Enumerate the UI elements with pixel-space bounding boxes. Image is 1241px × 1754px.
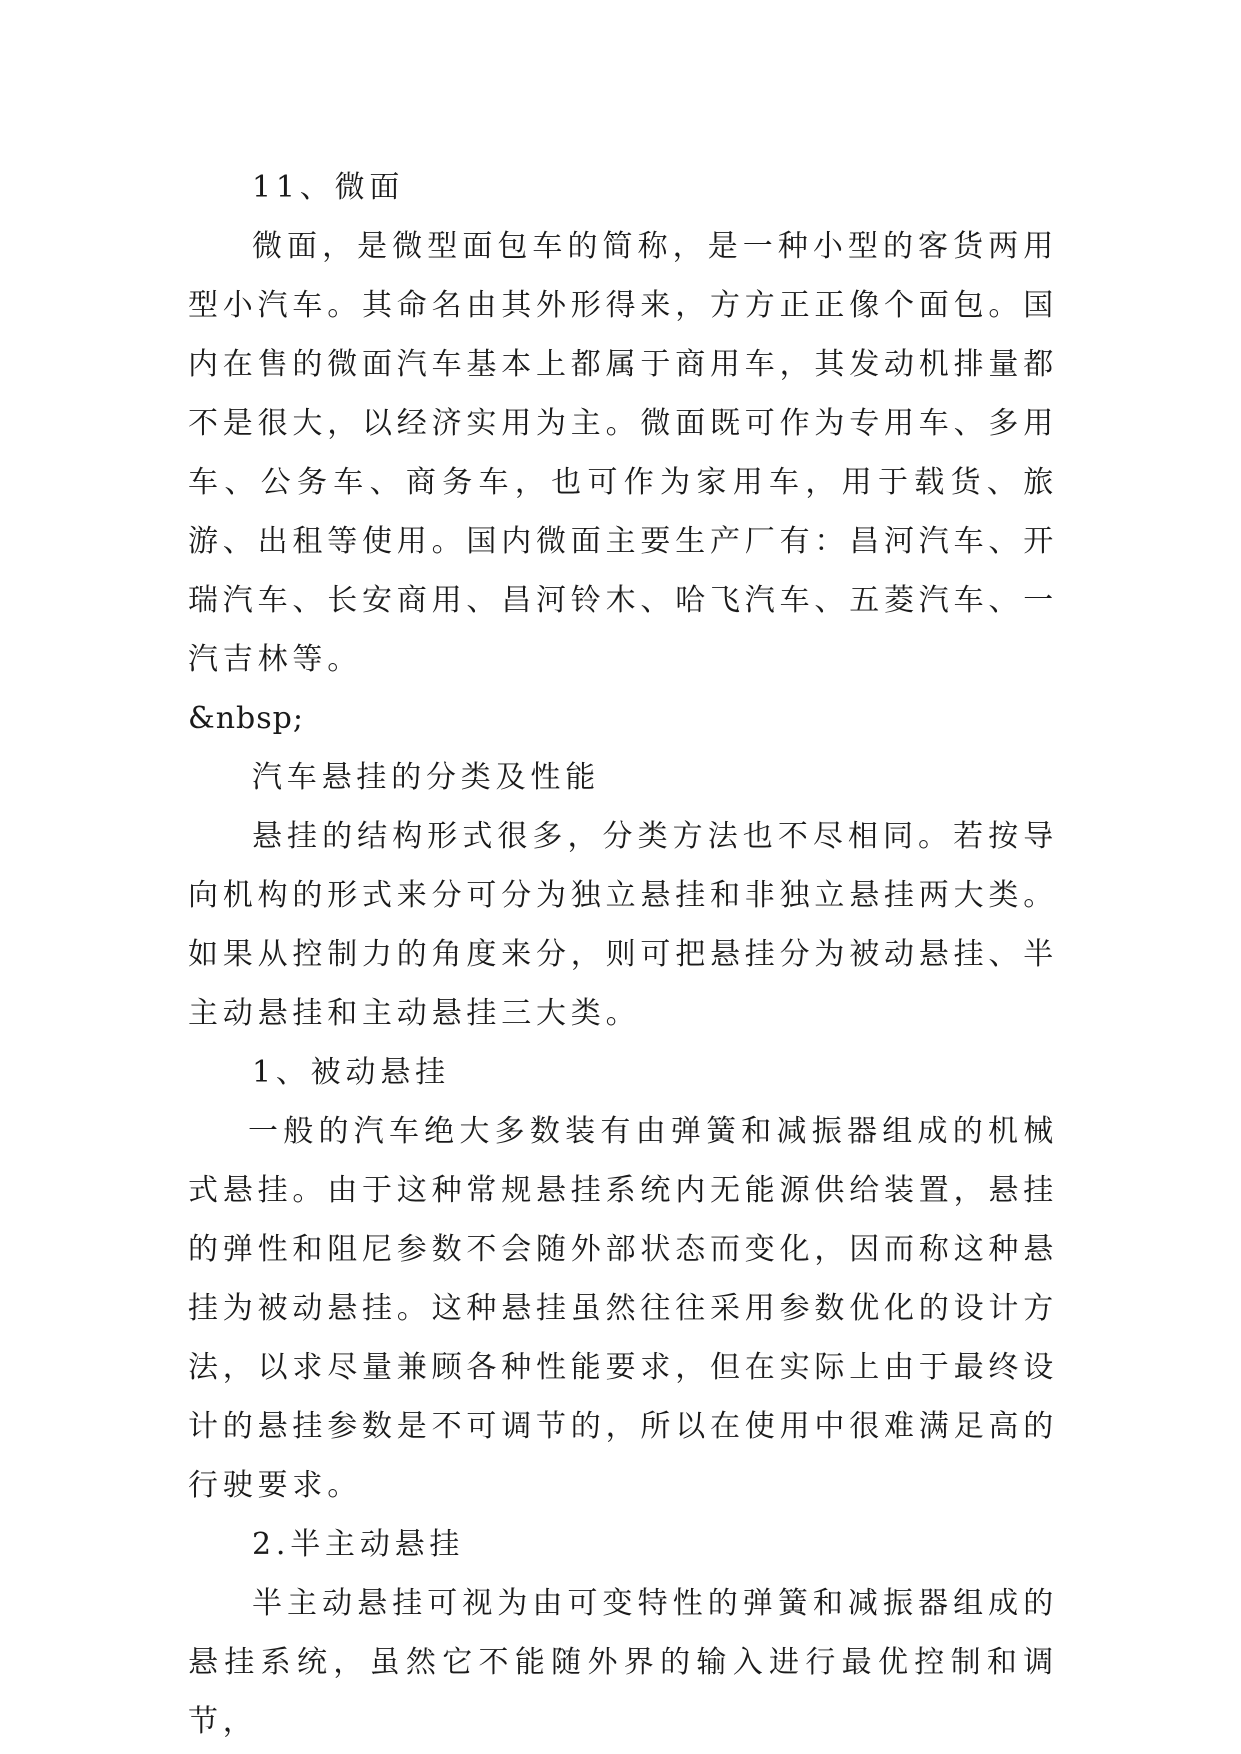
- paragraph-weimian: 微面，是微型面包车的简称，是一种小型的客货两用型小汽车。其命名由其外形得来，方方正正像个面包。国内在售的微面汽车基本上都属于商用车，其发动机排量都不是很大，以经济实用为主。微面既可作为专用车、多用车、公务车、商务车，也可作为家用车，用于载货、旅游、出租等使用。国内微面主要生产厂有：昌河汽车、开瑞汽车、长安商用、昌河铃木、哈飞汽车、五菱汽车、一汽吉林等。: [188, 229, 1058, 677]
- document-body: [188, 158, 1058, 1751]
- subheading-semi-active-suspension: 2.半主动悬挂: [252, 1527, 465, 1562]
- paragraph-semi-active-suspension: 半主动悬挂可视为由可变特性的弹簧和减振器组成的悬挂系统，虽然它不能随外界的输入进行最优控制和调节，: [188, 1586, 1058, 1739]
- subheading-passive-suspension: 1、被动悬挂: [252, 1055, 450, 1090]
- paragraph-suspension-intro: 悬挂的结构形式很多，分类方法也不尽相同。若按导向机构的形式来分可分为独立悬挂和非独立悬挂两大类。如果从控制力的角度来分，则可把悬挂分为被动悬挂、半主动悬挂和主动悬挂三大类。: [188, 819, 1058, 1031]
- section-title-suspension: 汽车悬挂的分类及性能: [252, 760, 600, 795]
- section-heading-weimian: 11、微面: [252, 170, 405, 205]
- paragraph-passive-suspension: 一般的汽车绝大多数装有由弹簧和减振器组成的机械式悬挂。由于这种常规悬挂系统内无能源供给装置，悬挂的弹性和阻尼参数不会随外部状态而变化，因而称这种悬挂为被动悬挂。这种悬挂虽然往往采用参数优化的设计方法，以求尽量兼顾各种性能要求，但在实际上由于最终设计的悬挂参数是不可调节的，所以在使用中很难满足高的行驶要求。: [188, 1114, 1058, 1503]
- html-entity-line: &nbsp;: [188, 701, 304, 736]
